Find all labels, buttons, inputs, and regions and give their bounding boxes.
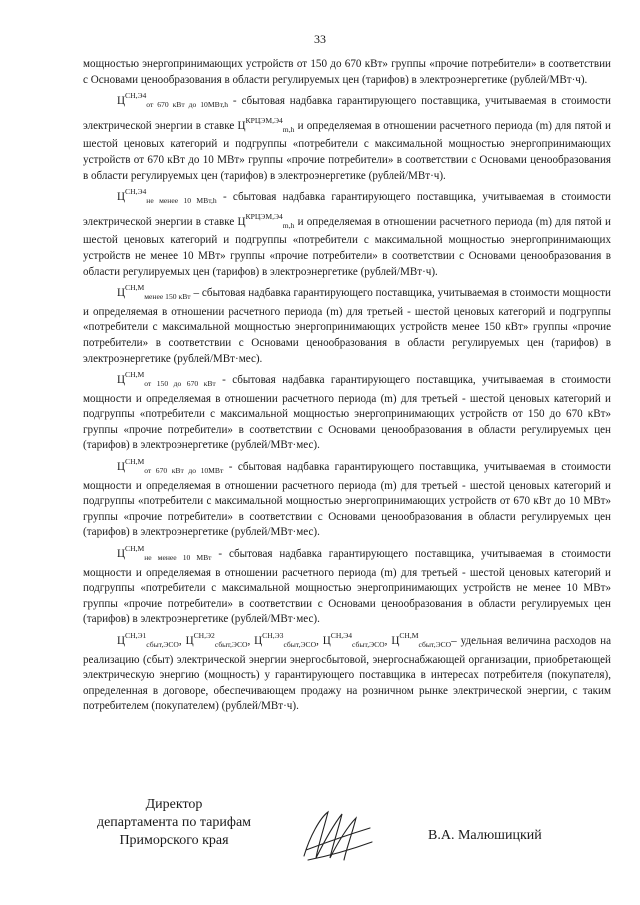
superscript: СН,Э4	[125, 187, 147, 197]
subscript: от 670 кВт до 10МВт	[144, 466, 224, 476]
superscript: СН,М	[399, 631, 419, 640]
separator: –	[451, 635, 457, 647]
paragraph-t1	[83, 88, 611, 184]
subscript: сбыт,ЭСО	[283, 640, 317, 649]
superscript: СН,М	[125, 370, 145, 380]
superscript: СН,М	[125, 544, 145, 554]
superscript: КРЦЭМ,Э4	[245, 211, 283, 221]
paragraph-t5	[83, 454, 611, 541]
paragraph-t3	[83, 280, 611, 367]
paragraph-text: - сбытовая надбавка гарантирующего поставщика, учитываемая в стоимости мощности и определяемая в отношении расчетного периода (m) для третьей - шестой ценовых категорий и подгруппы «потребители с максимальной мощностью энергопринимающих устройств от 670 кВт до 10 МВт» группы «прочие потребители» в соответствии с Основами ценообразования в области регулируемых цен (тарифов) в электроэнергетике (рублей/МВт·мес).	[83, 461, 611, 539]
paragraph-text: - сбытовая надбавка гарантирующего поставщика, учитываемая в стоимости электрической энергии в ставке Ц	[83, 191, 611, 228]
signatory-position: Директор	[145, 797, 203, 812]
signatory-name: В.А. Малюшицкий	[428, 828, 542, 843]
subscript: от 150 до 670 кВт	[144, 379, 216, 389]
superscript: КРЦЭМ,Э4	[245, 115, 283, 125]
symbol: Ц	[254, 635, 263, 647]
subscript: не менее 10 МВт,h	[146, 196, 217, 206]
subscript: сбыт,ЭСО	[418, 640, 452, 649]
paragraph-t6	[83, 541, 611, 628]
paragraph-text: - сбытовая надбавка гарантирующего поставщика, учитываемая в стоимости мощности и определяемая в отношении расчетного периода (m) для третьей - шестой ценовых категорий и подгруппы «потребители с максимальной мощностью энергопринимающих устройств не менее 10 МВт» группы «прочие потребители» в соответствии с Основами ценообразования в области регулируемых цен (тарифов) в электроэнергетике (рублей/МВт·мес).	[83, 548, 611, 626]
paragraph-text: - сбытовая надбавка гарантирующего поставщика, учитываемая в стоимости мощности и определяемая в отношении расчетного периода (m) для третьей - шестой ценовых категорий и подгруппы «потребители с максимальной мощностью энергопринимающих устройств от 150 до 670 кВт» группы «прочие потребители» в соответствии с Основами ценообразования в области регулируемых цен (тарифов) в электроэнергетике (рублей/МВт·мес).	[83, 374, 611, 452]
symbol: Ц	[117, 374, 126, 387]
separator: ,	[247, 635, 255, 647]
separator: ,	[178, 635, 186, 647]
superscript: СН,Э4	[125, 91, 147, 101]
signatory-title	[64, 796, 284, 850]
paragraph-text: удельная величина расходов на реализацию (сбыт) электрической энергии энергосбытовой, энергоснабжающей организации, приобретающей электрическую энергию (мощность) у гарантирующего поставщика в интересах потребителя (покупателя), определенная в договоре, обеспечивающем продажу на розничном рынке электрической энергии, с таким потребителем (покупателем) (рублей/МВт·ч).	[83, 635, 612, 713]
subscript: менее 150 кВт	[144, 292, 191, 302]
signatory-department: департамента по тарифам	[96, 815, 252, 830]
signatory-region: Приморского края	[119, 833, 229, 848]
paragraph-intro: мощностью энергопринимающих устройств от 150 до 670 кВт» группы «прочие потребители» в соответствии с Основами ценообразования в области регулируемых цен (тарифов) в электроэнергетике (рублей/МВт·ч).	[83, 58, 611, 86]
symbol: Ц	[322, 635, 331, 647]
paragraph-text: - сбытовая надбавка гарантирующего поставщика, учитываемая в стоимости электрической энергии в ставке Ц	[83, 95, 611, 132]
page-number: 33	[314, 32, 326, 46]
superscript: СН,Э3	[262, 631, 284, 640]
symbol: Ц	[185, 635, 194, 647]
subscript: сбыт,ЭСО	[214, 640, 248, 649]
paragraph-text: и определяемая в отношении расчетного периода (m) для пятой и шестой ценовых категорий и подгруппы «потребители с максимальной мощностью энергопринимающих устройств не менее 10 МВт» группы «прочие потребители» в соответствии с Основами ценообразования в области регулируемых цен (тарифов) в электроэнергетике (рублей/МВт·ч).	[83, 215, 611, 278]
separator: ,	[384, 635, 392, 647]
paragraph-t2	[83, 184, 611, 280]
symbol: Ц	[117, 461, 126, 474]
symbol: Ц	[117, 191, 126, 204]
symbol: Ц	[117, 635, 126, 647]
symbol: Ц	[117, 95, 126, 108]
superscript: СН,Э4	[330, 631, 353, 640]
paragraph-text: – сбытовая надбавка гарантирующего поставщика, учитываемая в стоимости мощности и определяемая в отношении расчетного периода (m) для третьей - шестой ценовых категорий и подгруппы «потребители с максимальной мощностью энергопринимающих устройств менее 150 кВт» группы «прочие потребители» в соответствии с Основами ценообразования в области регулируемых цен (тарифов) в электроэнергетике (рублей/МВт·мес).	[83, 287, 611, 365]
paragraph-t4	[83, 367, 611, 454]
subscript: m,h	[282, 124, 295, 134]
superscript: СН,М	[125, 283, 145, 293]
subscript: m,h	[282, 220, 295, 230]
subscript: от 670 кВт до 10МВт,h	[146, 100, 229, 110]
symbol: Ц	[117, 287, 126, 300]
superscript: СН,М	[125, 457, 145, 467]
symbol: Ц	[391, 635, 400, 647]
symbol: Ц	[117, 548, 126, 561]
superscript: СН,Э2	[193, 631, 215, 640]
separator: ,	[316, 635, 323, 647]
paragraph-t7	[83, 628, 611, 715]
subscript: не менее 10 МВт	[144, 553, 212, 563]
subscript: сбыт,ЭСО	[352, 640, 385, 649]
document-body	[83, 57, 611, 715]
superscript: СН,Э1	[125, 631, 147, 640]
paragraph-text: и определяемая в отношении расчетного периода (m) для пятой и шестой ценовых категорий и подгруппы «потребители с максимальной мощностью энергопринимающих устройств от 670 кВт до 10 МВт» группы «прочие потребители» в соответствии с Основами ценообразования в области регулируемых цен (тарифов) в электроэнергетике (рублей/МВт·ч).	[83, 119, 611, 182]
subscript: сбыт,ЭСО	[146, 640, 179, 649]
handwritten-signature	[298, 806, 376, 864]
